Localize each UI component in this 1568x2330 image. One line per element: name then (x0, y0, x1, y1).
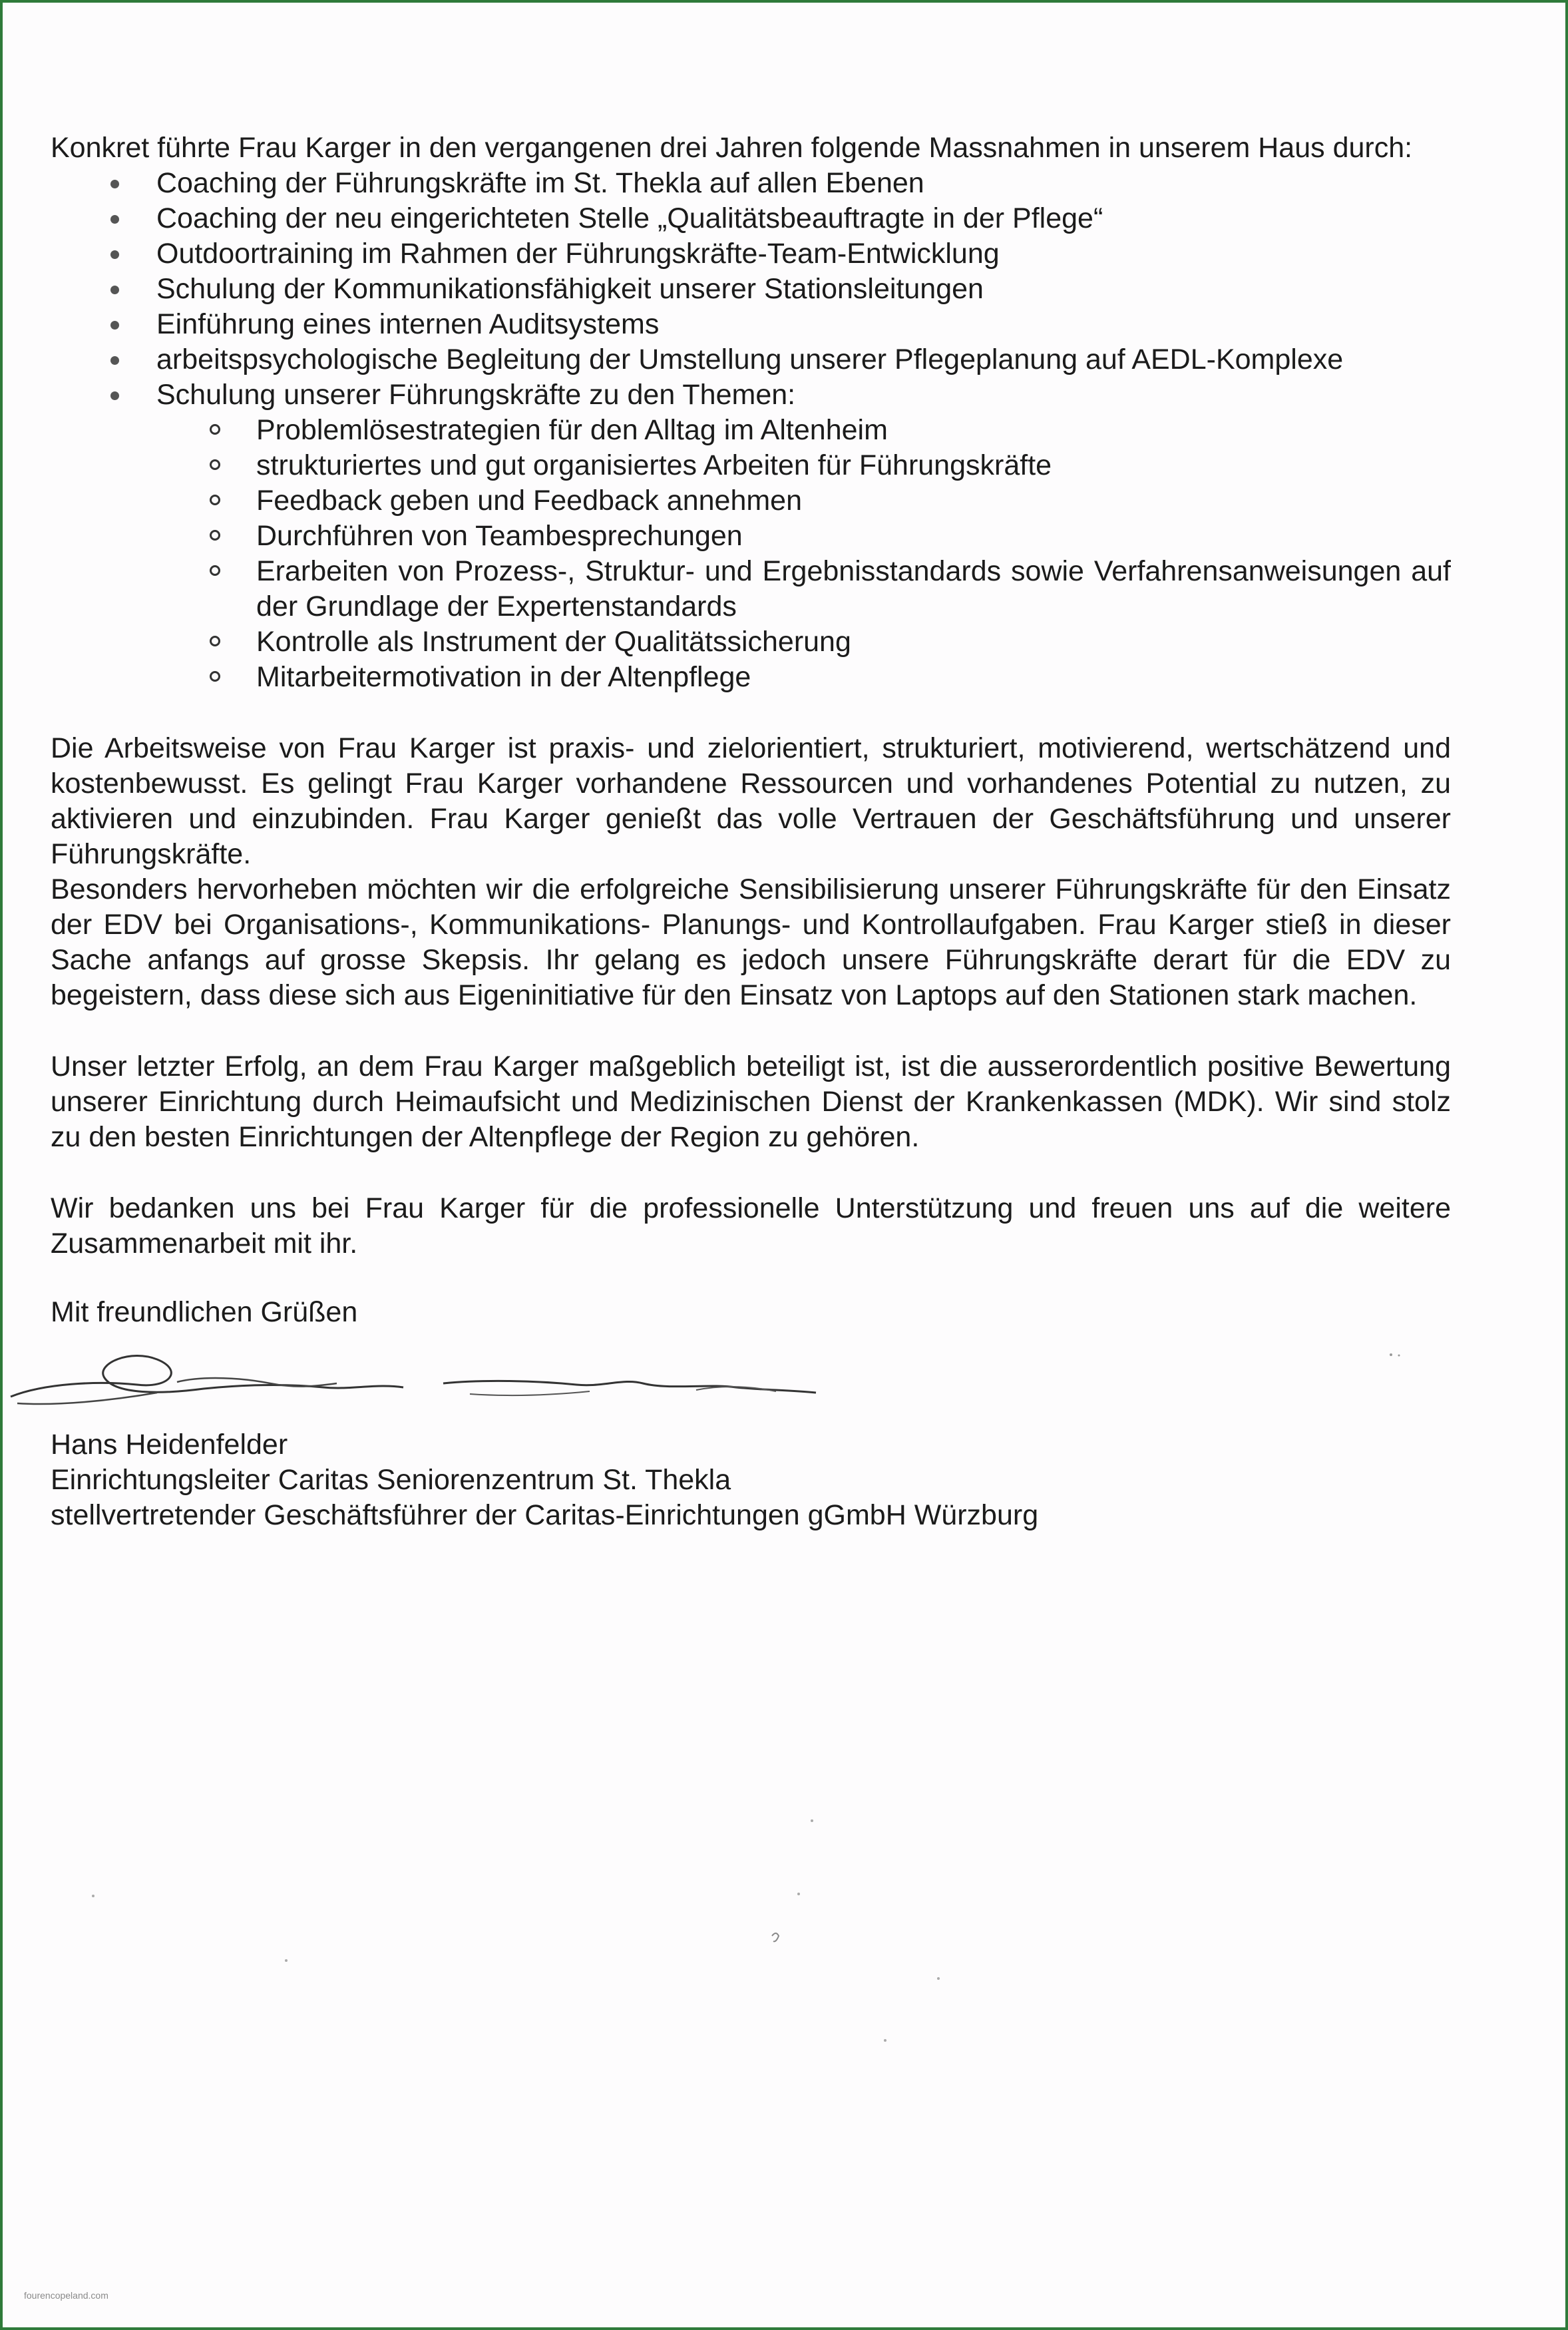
measure-item: Outdoortraining im Rahmen der Führungskräfte-Team-Entwicklung (110, 236, 1451, 272)
signer-role: Einrichtungsleiter Caritas Seniorenzentrum St. Thekla (51, 1464, 731, 1496)
intro-text: Konkret führte Frau Karger in den vergangenen drei Jahren folgende Massnahmen in unserem Haus durch: (51, 132, 1413, 164)
measure-item: Coaching der neu eingerichteten Stelle „Qualitätsbeauftragte in der Pflege“ (110, 201, 1451, 236)
measure-item (110, 377, 1451, 695)
letter-body (51, 130, 1451, 1533)
measure-item-label: Schulung unserer Führungskräfte zu den Themen: (156, 379, 796, 411)
signer-role: stellvertretender Geschäftsführer der Caritas-Einrichtungen gGmbH Würzburg (51, 1499, 1039, 1531)
closing-text: Mit freundlichen Grüßen (51, 1296, 358, 1328)
measure-item: Schulung der Kommunikationsfähigkeit unserer Stationsleitungen (110, 272, 1451, 307)
measure-item: arbeitspsychologische Begleitung der Umstellung unserer Pflegeplanung auf AEDL-Komplexe (110, 342, 1451, 377)
watermark-text: fourencopeland.com (24, 2290, 108, 2301)
topic-item: Mitarbeitermotivation in der Altenpflege (210, 660, 1451, 695)
topic-item: Kontrolle als Instrument der Qualitätssicherung (210, 624, 1451, 660)
handwritten-signature (4, 1337, 843, 1423)
paragraph-thanks: Wir bedanken uns bei Frau Karger für die professionelle Unterstützung und freuen uns auf die weitere Zusammenarbeit mit ihr. (51, 1192, 1451, 1260)
topic-item: Problemlösestrategien für den Alltag im Altenheim (210, 413, 1451, 448)
topic-item: Erarbeiten von Prozess-, Struktur- und Ergebnisstandards sowie Verfahrensanweisungen auf der Grundlage der Expertenstandards (210, 554, 1451, 624)
paragraph-success: Unser letzter Erfolg, an dem Frau Karger maßgeblich beteiligt ist, ist die ausserordentlich positive Bewertung unserer Einrichtung durch Heimaufsicht und Medizinischen Dienst der Krankenkassen (MDK). Wir sind stolz zu den besten Einrichtungen der Altenpflege der Region zu gehören. (51, 1050, 1451, 1153)
topics-list (156, 413, 1451, 695)
topic-item: Feedback geben und Feedback annehmen (210, 483, 1451, 519)
topic-item: strukturiertes und gut organisiertes Arbeiten für Führungskräfte (210, 448, 1451, 483)
paragraph-work-style: Die Arbeitsweise von Frau Karger ist praxis- und zielorientiert, strukturiert, motivierend, wertschätzend und kostenbewusst. Es gelingt Frau Karger vorhandene Ressourcen und vorhandenes Potential zu nutzen, zu aktivieren und einzubinden. Frau Karger genießt das volle Vertrauen der Geschäftsführung und unserer Führungskräfte. (51, 732, 1451, 870)
measure-item: Coaching der Führungskräfte im St. Thekla auf allen Ebenen (110, 166, 1451, 201)
measure-item: Einführung eines internen Auditsystems (110, 307, 1451, 342)
signer-name: Hans Heidenfelder (51, 1429, 288, 1461)
signer-block (51, 1427, 1451, 1533)
paragraph-edv: Besonders hervorheben möchten wir die erfolgreiche Sensibilisierung unserer Führungskräfte für den Einsatz der EDV bei Organisations-, Kommunikations- Planungs- und Kontrollaufgaben. Frau Karger stieß in dieser Sache anfangs auf grosse Skepsis. Ihr gelang es jedoch unsere Führungskräfte derart für die EDV zu begeistern, dass diese sich aus Eigeninitiative für den Einsatz von Laptops auf den Stationen stark machen. (51, 873, 1451, 1011)
measures-list (51, 166, 1451, 695)
topic-item: Durchführen von Teambesprechungen (210, 519, 1451, 554)
